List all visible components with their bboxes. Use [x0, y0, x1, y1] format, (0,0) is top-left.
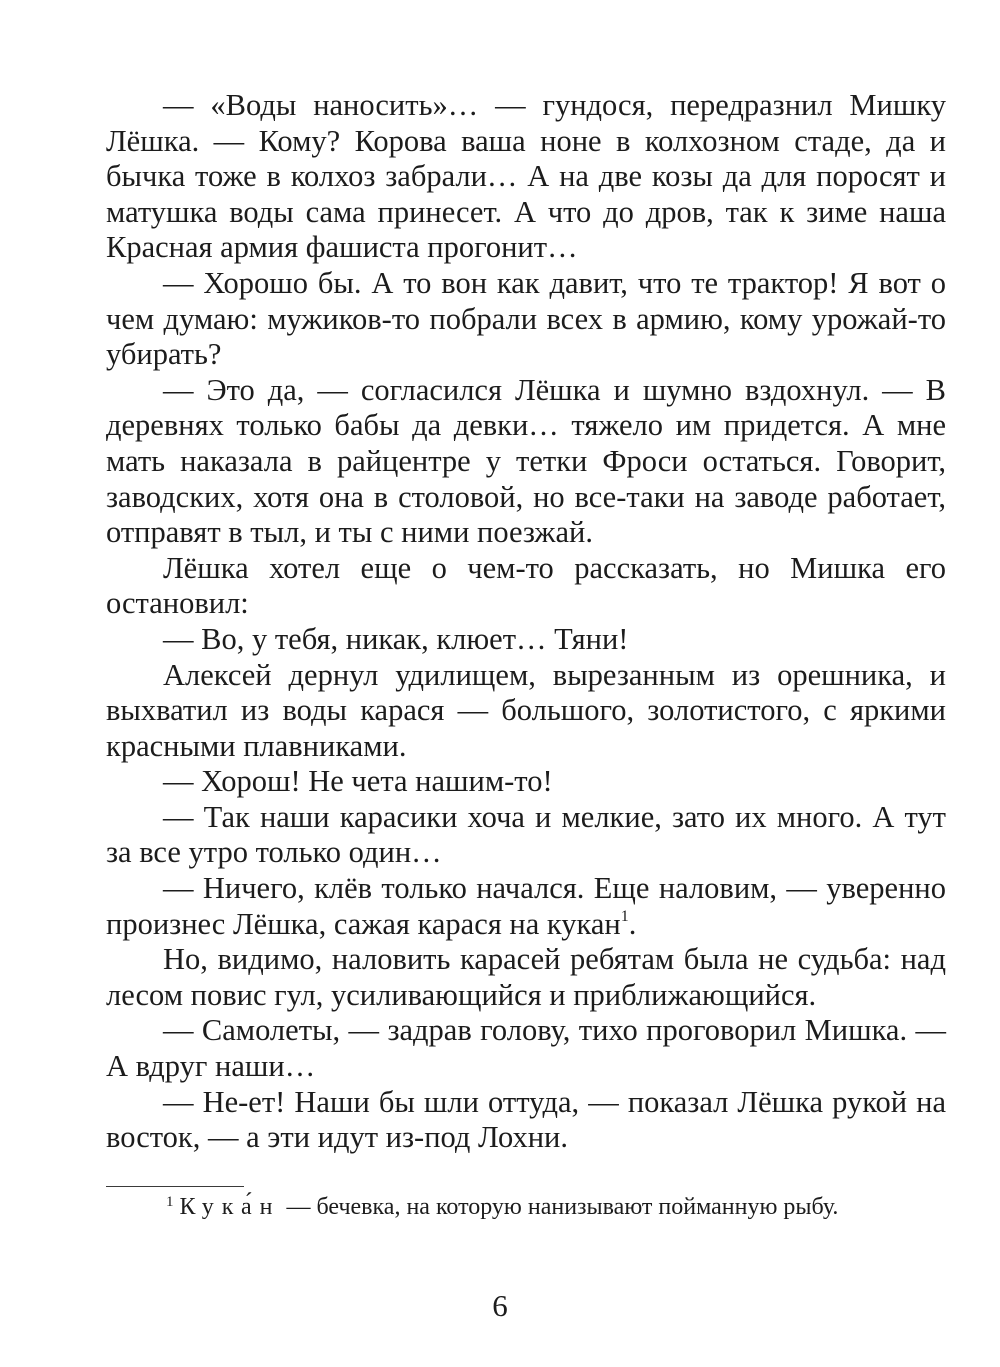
paragraph-text: — Ничего, клёв только начался. Еще наловим, — уверенно произнес Лёшка, сажая карася на кукан	[106, 871, 946, 941]
paragraph: — Хорош! Не чета нашим-то!	[163, 764, 553, 799]
paragraph: Но, видимо, наловить карасей ребятам была не судьба: над лесом повис гул, усиливающийся и приближающийся.	[106, 942, 946, 1012]
footnote-divider	[106, 1186, 244, 1187]
footnote-reference: 1	[620, 907, 629, 925]
page-number: 6	[492, 1288, 508, 1323]
footnote-term: Кука́н	[179, 1194, 281, 1220]
paragraph-with-footnote	[106, 871, 946, 942]
paragraph: — Хорошо бы. А то вон как давит, что те трактор! Я вот о чем думаю: мужиков-то побрали всех в армию, кому урожай-то убирать?	[106, 265, 946, 372]
paragraph: — Во, у тебя, никак, клюет… Тяни!	[163, 621, 629, 656]
paragraph-ending: .	[628, 906, 637, 941]
paragraph: — Самолеты, — задрав голову, тихо проговорил Мишка. — А вдруг наши…	[106, 1013, 946, 1084]
paragraph: Алексей дернул удилищем, вырезанным из орешника, и выхватил из воды карася — большого, золотистого, с яркими красными плавниками.	[106, 657, 946, 763]
paragraph: Лёшка хотел еще о чем-то рассказать, но Мишка его остановил:	[106, 550, 946, 621]
footnote	[106, 1192, 946, 1223]
footnote-number: 1	[166, 1194, 174, 1210]
paragraph: — Так наши карасики хоча и мелкие, зато их много. А тут за все утро только один…	[106, 799, 946, 870]
footnote-definition: — бечевка, на которую нанизывают пойманную рыбу.	[286, 1194, 839, 1220]
paragraph: — Это да, — согласился Лёшка и шумно вздохнул. — В деревнях только бабы да девки… тяжело им придется. А мне мать наказала в райцентре у тетки Фроси остаться. Говорит, заводских, хотя она в столовой, но все-таки на заводе работает, отправят в тыл, и ты с ними поезжай.	[106, 372, 946, 550]
main-text	[106, 88, 946, 1156]
paragraph: — «Воды наносить»… — гундося, передразнил Мишку Лёшка. — Кому? Корова ваша ноне в колхозном стаде, да и бычка тоже в колхоз забрали… А на две козы да для поросят и матушка воды сама принесет. А что до дров, так к зиме наша Красная армия фашиста прогонит…	[106, 88, 946, 265]
paragraph: — Не-ет! Наши бы шли оттуда, — показал Лёшка рукой на восток, — а эти идут из-под Лохни.	[106, 1084, 946, 1155]
